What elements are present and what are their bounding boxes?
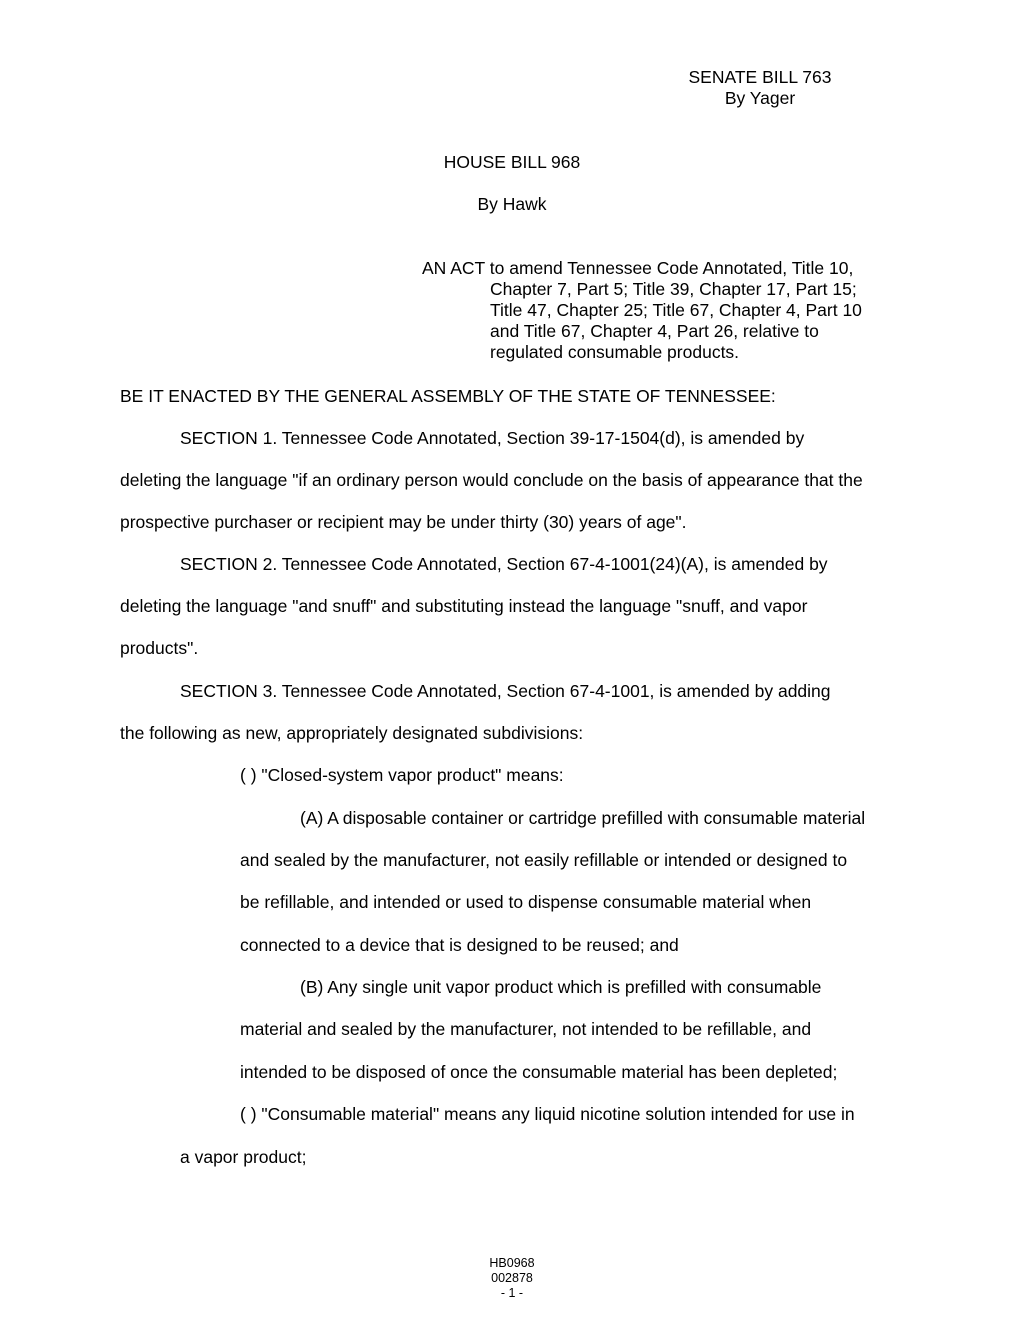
act-caption-line: Title 47, Chapter 25; Title 67, Chapter 4, Part 10 (490, 300, 862, 320)
senate-bill-block (640, 67, 880, 109)
definition-closed-system: ( ) "Closed-system vapor product" means: (240, 765, 564, 785)
act-caption-line: regulated consumable products. (490, 342, 740, 362)
act-caption (422, 258, 902, 363)
enacting-clause: BE IT ENACTED BY THE GENERAL ASSEMBLY OF THE STATE OF TENNESSEE: (120, 386, 776, 406)
section-2-text-line: deleting the language "and snuff" and substituting instead the language "snuff, and vapor (120, 596, 808, 616)
subdivision-b-line: intended to be disposed of once the consumable material has been depleted; (240, 1062, 838, 1082)
section-2-heading-line: SECTION 2. Tennessee Code Annotated, Section 67-4-1001(24)(A), is amended by (180, 554, 828, 574)
subdivision-a-line: and sealed by the manufacturer, not easily refillable or intended or designed to (240, 850, 848, 870)
section-3-text-line: the following as new, appropriately designated subdivisions: (120, 723, 584, 743)
section-1-text-line: prospective purchaser or recipient may be under thirty (30) years of age". (120, 512, 687, 532)
subdivision-a-line: connected to a device that is designed to be reused; and (240, 935, 679, 955)
subdivision-a-line: (A) A disposable container or cartridge prefilled with consumable material (300, 808, 866, 828)
footer-bill-code: HB0968 (489, 1256, 535, 1270)
subdivision-a-line: be refillable, and intended or used to dispense consumable material when (240, 892, 812, 912)
act-caption-line: and Title 67, Chapter 4, Part 26, relative to (490, 321, 819, 341)
section-1-heading-line: SECTION 1. Tennessee Code Annotated, Section 39-17-1504(d), is amended by (180, 428, 805, 448)
senate-bill-number: SENATE BILL 763 (688, 67, 832, 87)
definition-consumable-material: ( ) "Consumable material" means any liquid nicotine solution intended for use in (240, 1104, 855, 1124)
footer-doc-number: 002878 (491, 1271, 533, 1285)
subdivision-b-line: material and sealed by the manufacturer, not intended to be refillable, and (240, 1019, 812, 1039)
senate-sponsor: By Yager (724, 88, 796, 108)
section-3-heading-line: SECTION 3. Tennessee Code Annotated, Section 67-4-1001, is amended by adding (180, 681, 831, 701)
house-sponsor: By Hawk (477, 194, 547, 214)
section-1-text-line: deleting the language "if an ordinary person would conclude on the basis of appearance that the (120, 470, 863, 490)
act-caption-line: Chapter 7, Part 5; Title 39, Chapter 17, Part 15; (490, 279, 857, 299)
act-caption-line: AN ACT to amend Tennessee Code Annotated, Title 10, (422, 258, 854, 278)
definition-consumable-material-continued: a vapor product; (180, 1147, 307, 1167)
footer-page-number: - 1 - (500, 1286, 524, 1300)
section-2-text-line: products". (120, 638, 199, 658)
subdivision-b-line: (B) Any single unit vapor product which is prefilled with consumable (300, 977, 822, 997)
house-bill-number: HOUSE BILL 968 (443, 152, 581, 172)
page-footer (432, 1256, 592, 1301)
